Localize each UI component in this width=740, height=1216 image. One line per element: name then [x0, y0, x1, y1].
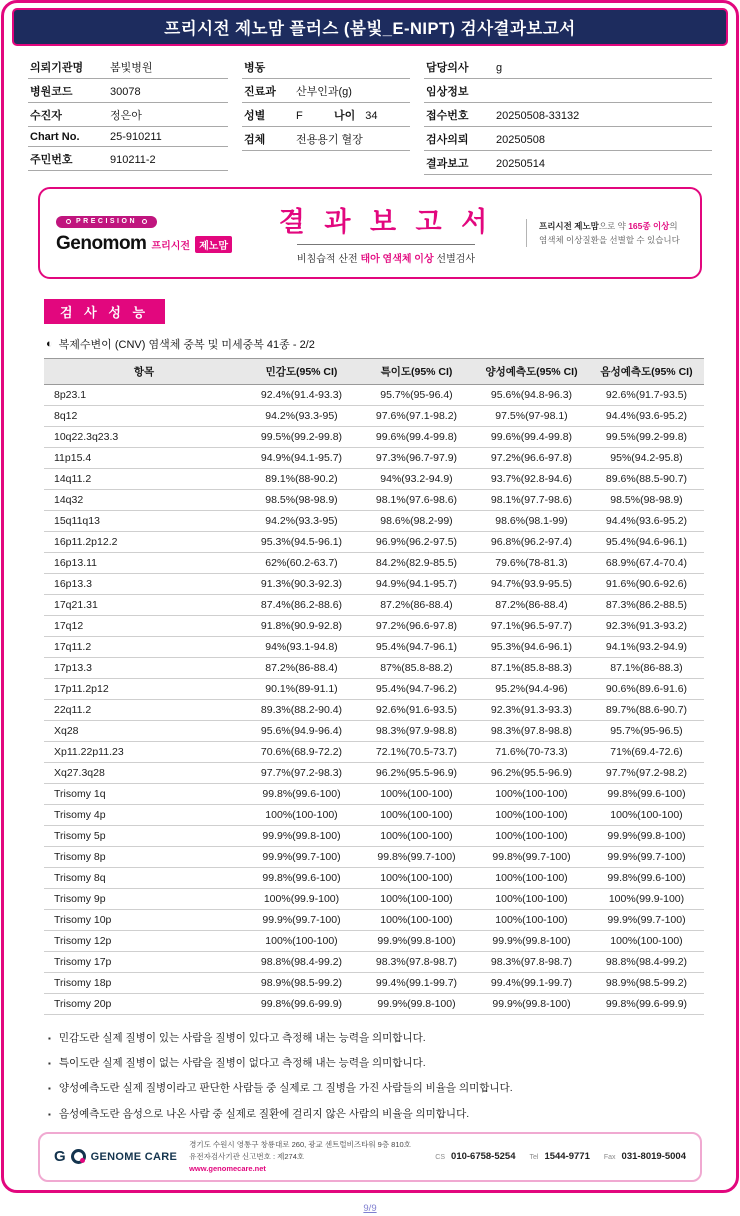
- info-col-3: [424, 55, 712, 175]
- value-cell: 100%(100-100): [589, 805, 704, 826]
- note-text: 민감도란 실제 질병이 있는 사람을 질병이 있다고 측정해 내는 능력을 의미합니다.: [58, 1032, 426, 1044]
- value-cell: 100%(99.9-100): [244, 889, 359, 910]
- value-cell: 87.4%(86.2-88.6): [244, 595, 359, 616]
- info-row: [242, 79, 410, 103]
- side-note-line1: [539, 219, 684, 233]
- badge-dot-icon: [142, 219, 147, 224]
- info-label: 결과보고: [426, 158, 469, 170]
- value-cell: 96.9%(96.2-97.5): [359, 532, 474, 553]
- item-cell: 16p11.2p12.2: [44, 532, 244, 553]
- page-number-wrap: [0, 1198, 740, 1216]
- note-item: [48, 1107, 692, 1122]
- value-cell: 99.4%(99.1-99.7): [474, 973, 589, 994]
- value-cell: 98.3%(97.8-98.7): [359, 952, 474, 973]
- value-cell: 98.3%(97.9-98.8): [359, 721, 474, 742]
- table-row: [44, 532, 704, 553]
- genome-care-logo: [54, 1148, 177, 1165]
- section-title-performance: 검 사 성 능: [44, 299, 165, 324]
- value-cell: 97.6%(97.1-98.2): [359, 406, 474, 427]
- table-row: [44, 700, 704, 721]
- tel-label: Tel: [529, 1154, 539, 1162]
- item-cell: 14q32: [44, 490, 244, 511]
- genomom-logo-text: Genomom: [56, 233, 147, 254]
- item-cell: 11p15.4: [44, 448, 244, 469]
- value-cell: 94%(93.1-94.8): [244, 637, 359, 658]
- info-value: F: [296, 110, 303, 122]
- value-cell: 98.1%(97.7-98.6): [474, 490, 589, 511]
- value-cell: 87.3%(86.2-88.5): [589, 595, 704, 616]
- precision-badge: [56, 216, 157, 228]
- value-cell: 87.1%(85.8-88.3): [474, 658, 589, 679]
- info-label: Chart No.: [30, 131, 80, 143]
- value-cell: 95.7%(95-96.5): [589, 721, 704, 742]
- notes-list: [48, 1031, 692, 1122]
- side-note-brand: 프리시전 제노맘: [539, 220, 599, 231]
- item-cell: Trisomy 12p: [44, 931, 244, 952]
- info-row: [424, 127, 712, 151]
- info-label: 수진자: [30, 110, 62, 122]
- value-cell: 99.8%(99.6-99.9): [589, 994, 704, 1015]
- value-cell: 94.7%(93.9-95.5): [474, 574, 589, 595]
- value-cell: 99.8%(99.6-100): [589, 868, 704, 889]
- value-cell: 89.6%(88.5-90.7): [589, 469, 704, 490]
- value-cell: 95.3%(94.5-96.1): [244, 532, 359, 553]
- report-title-banner: 프리시전 제노맘 플러스 (봄빛_E-NIPT) 검사결과보고서: [12, 8, 728, 46]
- value-cell: 99.9%(99.8-100): [589, 826, 704, 847]
- info-value: 34: [365, 110, 378, 122]
- value-cell: 99.5%(99.2-99.8): [589, 427, 704, 448]
- value-cell: 99.9%(99.8-100): [474, 994, 589, 1015]
- value-cell: 90.1%(89-91.1): [244, 679, 359, 700]
- cs-number: 010-6758-5254: [451, 1151, 516, 1163]
- side-note-text: 의: [669, 220, 678, 231]
- value-cell: 97.3%(96.7-97.9): [359, 448, 474, 469]
- info-label: 검체: [244, 134, 266, 146]
- genomom-logo: [56, 211, 246, 255]
- item-cell: 10q22.3q23.3: [44, 427, 244, 448]
- value-cell: 97.2%(96.6-97.8): [359, 616, 474, 637]
- value-cell: 91.6%(90.6-92.6): [589, 574, 704, 595]
- subtitle-highlight: 태아 염색체 이상: [360, 253, 434, 265]
- value-cell: 98.5%(98-98.9): [589, 490, 704, 511]
- value-cell: 95.3%(94.6-96.1): [474, 637, 589, 658]
- table-row: [44, 658, 704, 679]
- table-row: [44, 994, 704, 1015]
- fax-label: Fax: [603, 1154, 616, 1162]
- half-circle-icon: ◐: [46, 338, 53, 350]
- value-cell: 94.9%(94.1-95.7): [244, 448, 359, 469]
- item-cell: Trisomy 1q: [44, 784, 244, 805]
- item-cell: 16p13.11: [44, 553, 244, 574]
- genome-care-ring-icon: [71, 1149, 86, 1164]
- genome-care-logo-text: GENOME CARE: [90, 1150, 178, 1163]
- info-value: 정은아: [110, 110, 142, 122]
- value-cell: 99.8%(99.6-99.9): [244, 994, 359, 1015]
- info-row: [28, 127, 228, 147]
- value-cell: 95.4%(94.7-96.1): [359, 637, 474, 658]
- table-row: [44, 469, 704, 490]
- info-label: 성별: [244, 110, 266, 122]
- value-cell: 99.8%(99.6-100): [244, 868, 359, 889]
- item-cell: Trisomy 5p: [44, 826, 244, 847]
- value-cell: 99.8%(99.6-100): [244, 784, 359, 805]
- report-title: 결 과 보 고 서: [278, 206, 494, 237]
- item-cell: 17q12: [44, 616, 244, 637]
- value-cell: 99.9%(99.8-100): [359, 931, 474, 952]
- info-label: 접수번호: [426, 110, 469, 122]
- table-row: [44, 763, 704, 784]
- report-title-block: [260, 200, 512, 267]
- value-cell: 100%(100-100): [474, 868, 589, 889]
- column-header: 특이도(95% CI): [359, 359, 474, 385]
- item-cell: 17q21.31: [44, 595, 244, 616]
- info-row: [28, 103, 228, 127]
- footer-box: [38, 1132, 702, 1182]
- value-cell: 99.8%(99.7-100): [359, 847, 474, 868]
- value-cell: 94.4%(93.6-95.2): [589, 406, 704, 427]
- square-bullet-icon: ▪: [48, 1059, 51, 1069]
- value-cell: 99.9%(99.8-100): [244, 826, 359, 847]
- value-cell: 100%(100-100): [244, 931, 359, 952]
- item-cell: Trisomy 9p: [44, 889, 244, 910]
- info-value: 25-910211: [110, 131, 162, 143]
- table-row: [44, 511, 704, 532]
- info-row: [424, 103, 712, 127]
- item-cell: Xq28: [44, 721, 244, 742]
- item-cell: Xp11.22p11.23: [44, 742, 244, 763]
- value-cell: 87.2%(86-88.4): [474, 595, 589, 616]
- page-number: 9/9: [363, 1202, 377, 1214]
- footer-address-line1: 경기도 수원시 영통구 창룡대로 260, 광교 센트럴비즈타워 9층 810호: [189, 1140, 411, 1150]
- value-cell: 90.6%(89.6-91.6): [589, 679, 704, 700]
- fax-number: 031-8019-5004: [621, 1151, 686, 1163]
- value-cell: 99.6%(99.4-99.8): [359, 427, 474, 448]
- info-value: 전용용기 혈장: [296, 134, 363, 146]
- value-cell: 97.7%(97.2-98.3): [244, 763, 359, 784]
- value-cell: 95%(94.2-95.8): [589, 448, 704, 469]
- performance-table-body: [44, 385, 704, 1015]
- item-cell: 17q11.2: [44, 637, 244, 658]
- value-cell: 94.2%(93.3-95): [244, 406, 359, 427]
- item-cell: Trisomy 8p: [44, 847, 244, 868]
- info-label: 진료과: [244, 86, 276, 98]
- table-row: [44, 574, 704, 595]
- value-cell: 71%(69.4-72.6): [589, 742, 704, 763]
- info-row: [242, 55, 410, 79]
- value-cell: 98.6%(98.1-99): [474, 511, 589, 532]
- note-item: [48, 1056, 692, 1071]
- value-cell: 62%(60.2-63.7): [244, 553, 359, 574]
- table-row: [44, 427, 704, 448]
- value-cell: 100%(100-100): [244, 805, 359, 826]
- item-cell: 14q11.2: [44, 469, 244, 490]
- value-cell: 95.4%(94.7-96.2): [359, 679, 474, 700]
- value-cell: 100%(100-100): [589, 931, 704, 952]
- info-row: [424, 55, 712, 79]
- info-col-1: [28, 55, 228, 175]
- performance-table: [44, 358, 704, 1015]
- value-cell: 96.2%(95.5-96.9): [359, 763, 474, 784]
- value-cell: 99.6%(99.4-99.8): [474, 427, 589, 448]
- value-cell: 87%(85.8-88.2): [359, 658, 474, 679]
- value-cell: 98.5%(98-98.9): [244, 490, 359, 511]
- tel-number: 1544-9771: [544, 1151, 590, 1163]
- value-cell: 97.1%(96.5-97.7): [474, 616, 589, 637]
- value-cell: 100%(100-100): [474, 805, 589, 826]
- value-cell: 95.4%(94.6-96.1): [589, 532, 704, 553]
- table-row: [44, 784, 704, 805]
- value-cell: 91.3%(90.3-92.3): [244, 574, 359, 595]
- value-cell: 97.2%(96.6-97.8): [474, 448, 589, 469]
- item-cell: 17p13.3: [44, 658, 244, 679]
- subtitle-pre: 비침습적 산전: [296, 253, 361, 265]
- item-cell: Trisomy 4p: [44, 805, 244, 826]
- note-text: 양성예측도란 실제 질병이라고 판단한 사람들 중 실제로 그 질병을 가진 사람들의 비율을 의미합니다.: [58, 1082, 513, 1095]
- table-row: [44, 406, 704, 427]
- info-value: 20250514: [496, 158, 545, 170]
- value-cell: 92.4%(91.4-93.3): [244, 385, 359, 406]
- value-cell: 99.9%(99.7-100): [244, 910, 359, 931]
- patient-info-section: [4, 46, 736, 175]
- side-note-line2: 염색체 이상질환을 선별할 수 있습니다: [539, 235, 680, 245]
- value-cell: 87.2%(86-88.4): [244, 658, 359, 679]
- value-cell: 95.6%(94.9-96.4): [244, 721, 359, 742]
- side-note-highlight: 165종 이상: [628, 220, 670, 231]
- info-label: 병원코드: [30, 86, 73, 98]
- value-cell: 98.9%(98.5-99.2): [589, 973, 704, 994]
- value-cell: 100%(100-100): [474, 784, 589, 805]
- value-cell: 92.3%(91.3-93.3): [474, 700, 589, 721]
- value-cell: 97.7%(97.2-98.2): [589, 763, 704, 784]
- info-label: 의뢰기관명: [30, 62, 84, 74]
- info-row: [28, 55, 228, 79]
- value-cell: 99.9%(99.7-100): [244, 847, 359, 868]
- info-value: 910211-2: [110, 154, 156, 166]
- table-row: [44, 805, 704, 826]
- value-cell: 92.6%(91.7-93.5): [589, 385, 704, 406]
- value-cell: 95.6%(94.8-96.3): [474, 385, 589, 406]
- info-value: g: [496, 62, 503, 74]
- item-cell: 15q11q13: [44, 511, 244, 532]
- info-value: 산부인과(g): [296, 86, 352, 98]
- table-row: [44, 910, 704, 931]
- square-bullet-icon: ▪: [48, 1034, 51, 1043]
- subtitle-post: 선별검사: [433, 253, 476, 265]
- value-cell: 100%(100-100): [474, 910, 589, 931]
- info-label: 나이: [334, 110, 356, 122]
- item-cell: 17p11.2p12: [44, 679, 244, 700]
- footer-website-link[interactable]: www.genomecare.net: [189, 1163, 266, 1173]
- value-cell: 89.3%(88.2-90.4): [244, 700, 359, 721]
- value-cell: 68.9%(67.4-70.4): [589, 553, 704, 574]
- value-cell: 99.9%(99.8-100): [474, 931, 589, 952]
- note-item: [48, 1081, 692, 1096]
- result-report-box: [38, 187, 702, 279]
- value-cell: 96.2%(95.5-96.9): [474, 763, 589, 784]
- item-cell: Trisomy 20p: [44, 994, 244, 1015]
- value-cell: 97.5%(97-98.1): [474, 406, 589, 427]
- info-label: 주민번호: [30, 154, 73, 166]
- cs-label: CS: [435, 1154, 446, 1162]
- table-row: [44, 847, 704, 868]
- report-page: [1, 0, 739, 1193]
- item-cell: Trisomy 10p: [44, 910, 244, 931]
- value-cell: 99.8%(99.7-100): [474, 847, 589, 868]
- value-cell: 99.9%(99.7-100): [589, 847, 704, 868]
- item-cell: 16p13.3: [44, 574, 244, 595]
- table-row: [44, 889, 704, 910]
- value-cell: 100%(100-100): [474, 889, 589, 910]
- value-cell: 94.1%(93.2-94.9): [589, 637, 704, 658]
- info-value: 20250508-33132: [496, 110, 580, 122]
- value-cell: 100%(100-100): [359, 805, 474, 826]
- value-cell: 100%(100-100): [359, 889, 474, 910]
- value-cell: 91.8%(90.9-92.8): [244, 616, 359, 637]
- table-row: [44, 637, 704, 658]
- value-cell: 95.7%(95-96.4): [359, 385, 474, 406]
- value-cell: 94%(93.2-94.9): [359, 469, 474, 490]
- value-cell: 92.3%(91.3-93.2): [589, 616, 704, 637]
- genomom-logo-sub1: 프리시전: [151, 240, 191, 252]
- value-cell: 94.4%(93.6-95.2): [589, 511, 704, 532]
- table-row: [44, 490, 704, 511]
- value-cell: 100%(100-100): [359, 826, 474, 847]
- table-row: [44, 868, 704, 889]
- footer-address-line2: 유전자검사기관 신고번호 : 제274호: [189, 1152, 305, 1162]
- side-note: [526, 219, 684, 247]
- value-cell: 98.1%(97.6-98.6): [359, 490, 474, 511]
- value-cell: 99.9%(99.8-100): [359, 994, 474, 1015]
- value-cell: 72.1%(70.5-73.7): [359, 742, 474, 763]
- note-text: 음성예측도란 음성으로 나온 사람 중 실제로 질환에 걸리지 않은 사람의 비율을 의미합니다.: [58, 1107, 470, 1120]
- value-cell: 99.4%(99.1-99.7): [359, 973, 474, 994]
- table-row: [44, 553, 704, 574]
- value-cell: 100%(99.9-100): [589, 889, 704, 910]
- info-row: [242, 127, 410, 151]
- value-cell: 94.2%(93.3-95): [244, 511, 359, 532]
- cnv-subtitle-text: 복제수변이 (CNV) 염색체 중복 및 미세중복 41종 - 2/2: [58, 339, 315, 351]
- genome-care-logo-icon: G: [54, 1148, 66, 1166]
- precision-badge-label: PRECISION: [76, 218, 138, 225]
- table-row: [44, 385, 704, 406]
- value-cell: 100%(100-100): [474, 826, 589, 847]
- info-value: 20250508: [496, 134, 545, 146]
- item-cell: 22q11.2: [44, 700, 244, 721]
- genomom-wordmark: [56, 233, 246, 255]
- item-cell: Trisomy 8q: [44, 868, 244, 889]
- value-cell: 79.6%(78-81.3): [474, 553, 589, 574]
- info-label: 검사의뢰: [426, 134, 469, 146]
- value-cell: 71.6%(70-73.3): [474, 742, 589, 763]
- value-cell: 100%(100-100): [359, 868, 474, 889]
- item-cell: Trisomy 17p: [44, 952, 244, 973]
- value-cell: 99.8%(99.6-100): [589, 784, 704, 805]
- report-subtitle: [297, 244, 475, 265]
- column-header: 음성예측도(95% CI): [589, 359, 704, 385]
- info-row: [28, 79, 228, 103]
- table-row: [44, 973, 704, 994]
- item-cell: Xq27.3q28: [44, 763, 244, 784]
- table-row: [44, 448, 704, 469]
- square-bullet-icon: ▪: [48, 1109, 51, 1119]
- item-cell: 8q12: [44, 406, 244, 427]
- column-header: 민감도(95% CI): [244, 359, 359, 385]
- cnv-subtitle: [46, 336, 696, 352]
- performance-table-header-row: [44, 359, 704, 385]
- table-row: [44, 616, 704, 637]
- value-cell: 87.1%(86-88.3): [589, 658, 704, 679]
- value-cell: 89.7%(88.6-90.7): [589, 700, 704, 721]
- info-value: 봄빛병원: [110, 62, 153, 74]
- value-cell: 100%(100-100): [359, 784, 474, 805]
- value-cell: 98.8%(98.4-99.2): [589, 952, 704, 973]
- note-text: 특이도란 실제 질병이 없는 사람을 질병이 없다고 측정해 내는 능력을 의미합니다.: [58, 1057, 426, 1070]
- column-header: 항목: [44, 359, 244, 385]
- table-row: [44, 931, 704, 952]
- info-col-2: [242, 55, 410, 175]
- value-cell: 87.2%(86-88.4): [359, 595, 474, 616]
- value-cell: 70.6%(68.9-72.2): [244, 742, 359, 763]
- value-cell: 89.1%(88-90.2): [244, 469, 359, 490]
- value-cell: 93.7%(92.8-94.6): [474, 469, 589, 490]
- table-row: [44, 742, 704, 763]
- info-row: [242, 103, 410, 127]
- table-row: [44, 595, 704, 616]
- side-note-text: 으로 약: [598, 220, 629, 231]
- value-cell: 92.6%(91.6-93.5): [359, 700, 474, 721]
- badge-dot-icon: [66, 219, 71, 224]
- info-value: 30078: [110, 86, 141, 98]
- value-cell: 98.8%(98.4-99.2): [244, 952, 359, 973]
- genomom-logo-sub2: 제노맘: [195, 236, 232, 253]
- info-row: [28, 147, 228, 171]
- item-cell: Trisomy 18p: [44, 973, 244, 994]
- table-row: [44, 679, 704, 700]
- info-row: [424, 79, 712, 103]
- value-cell: 94.9%(94.1-95.7): [359, 574, 474, 595]
- footer-address: [189, 1139, 411, 1174]
- info-row: [424, 151, 712, 175]
- column-header: 양성예측도(95% CI): [474, 359, 589, 385]
- square-bullet-icon: ▪: [48, 1084, 51, 1094]
- item-cell: 8p23.1: [44, 385, 244, 406]
- value-cell: 100%(100-100): [359, 910, 474, 931]
- value-cell: 98.9%(98.5-99.2): [244, 973, 359, 994]
- table-row: [44, 721, 704, 742]
- value-cell: 98.3%(97.8-98.8): [474, 721, 589, 742]
- table-row: [44, 826, 704, 847]
- value-cell: 98.3%(97.8-98.7): [474, 952, 589, 973]
- value-cell: 98.6%(98.2-99): [359, 511, 474, 532]
- value-cell: 99.5%(99.2-99.8): [244, 427, 359, 448]
- value-cell: 84.2%(82.9-85.5): [359, 553, 474, 574]
- value-cell: 96.8%(96.2-97.4): [474, 532, 589, 553]
- info-label: 담당의사: [426, 62, 469, 74]
- value-cell: 99.9%(99.7-100): [589, 910, 704, 931]
- note-item: [48, 1031, 692, 1046]
- info-label: 병동: [244, 62, 266, 74]
- section-title-wrap: [44, 299, 736, 324]
- info-label: 임상정보: [426, 86, 469, 98]
- value-cell: 95.2%(94.4-96): [474, 679, 589, 700]
- table-row: [44, 952, 704, 973]
- footer-contact: [427, 1151, 686, 1162]
